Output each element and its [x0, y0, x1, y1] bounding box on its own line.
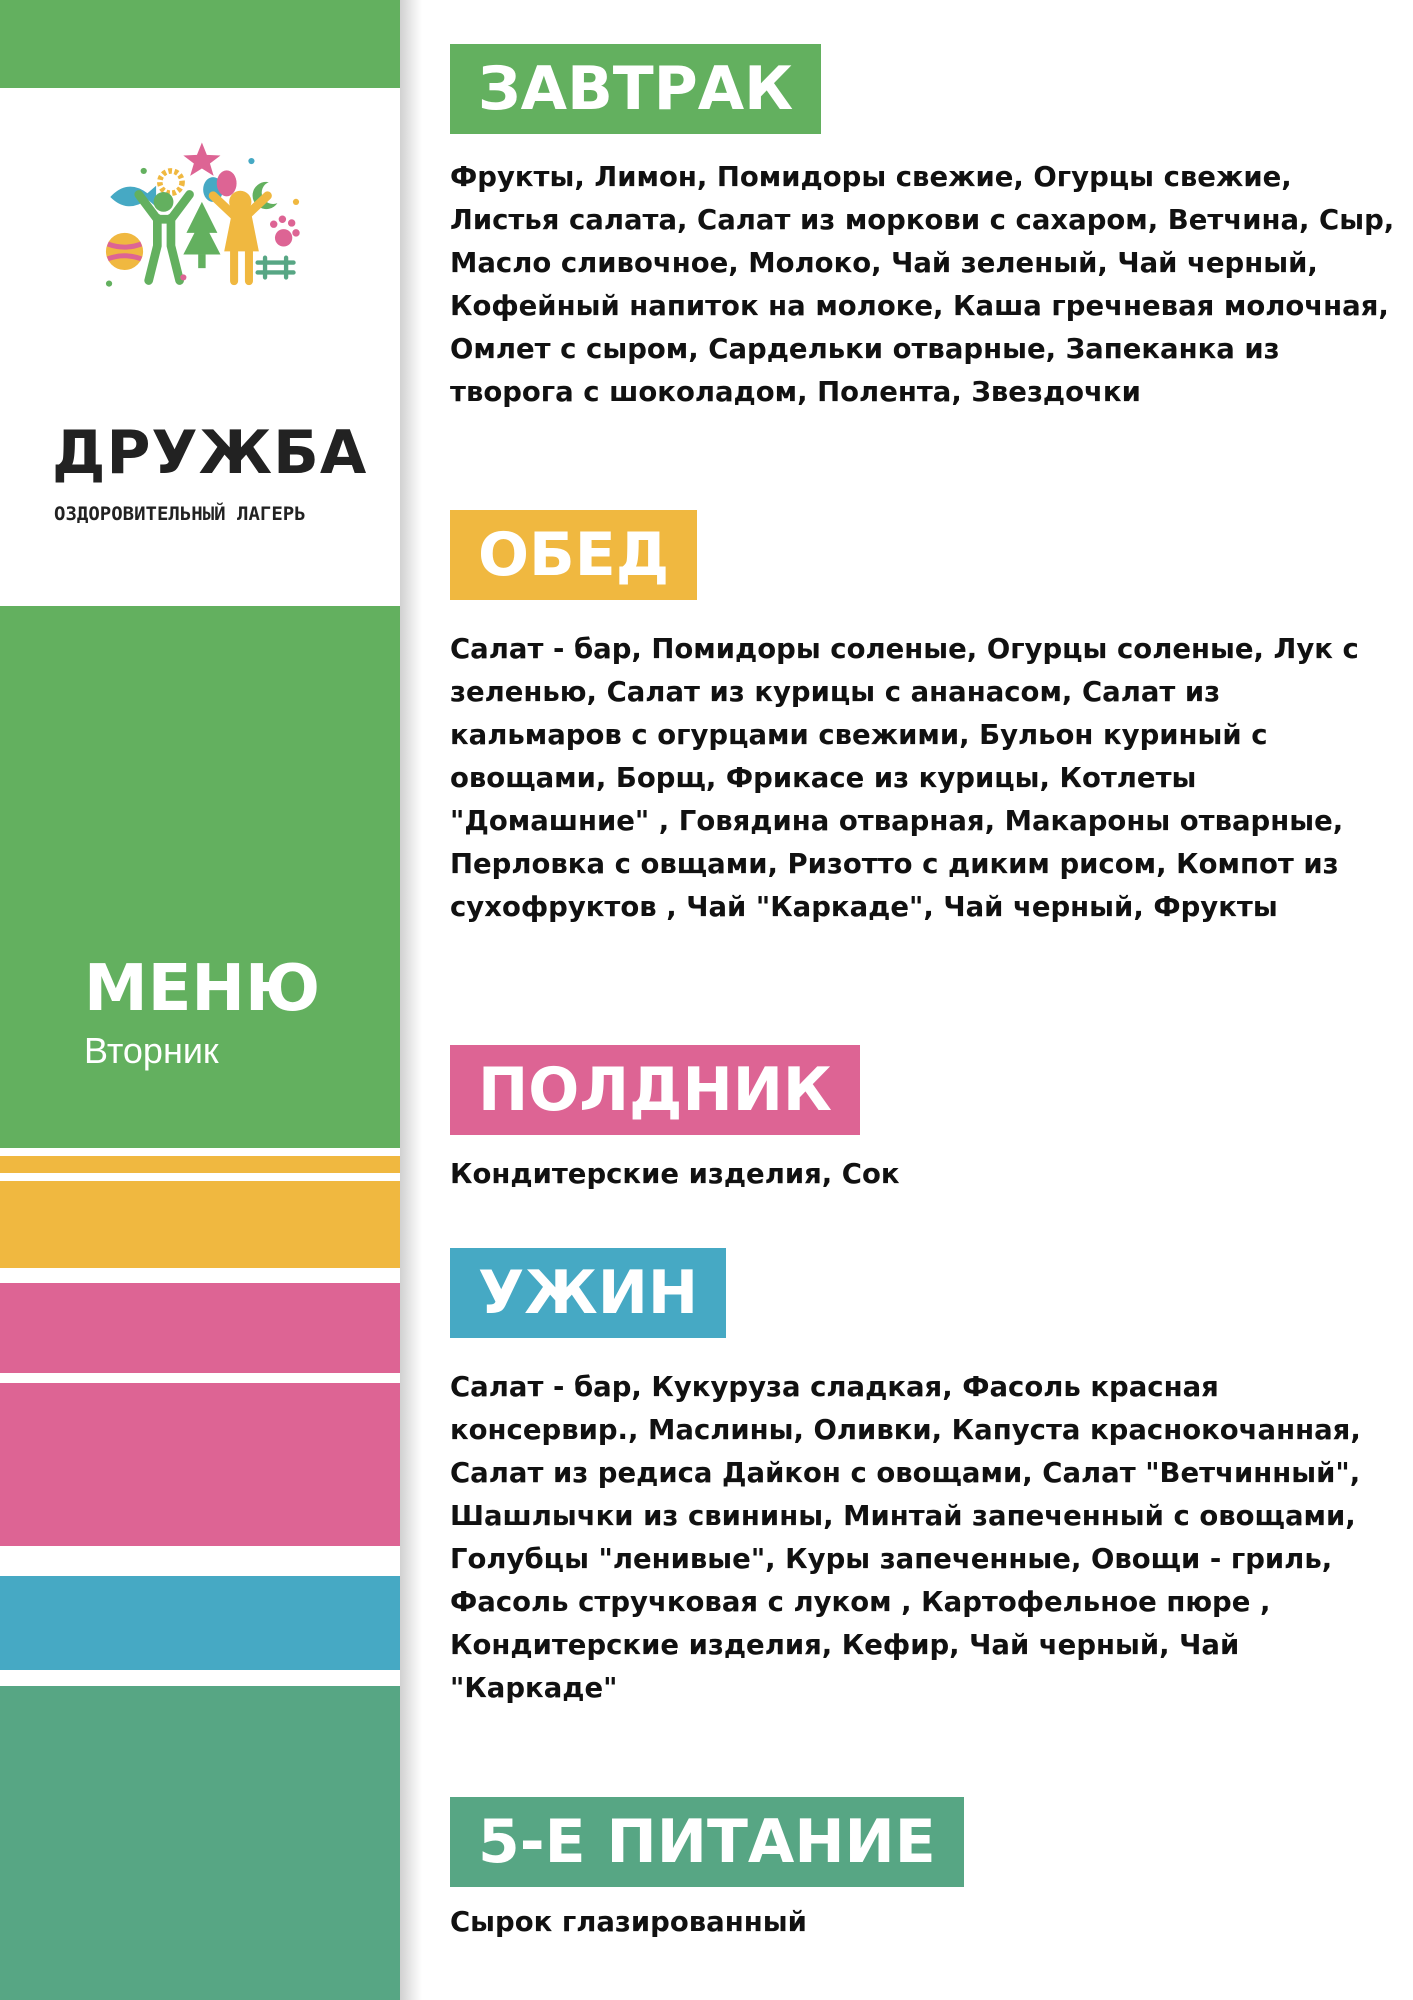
lunch-heading: ОБЕД — [450, 510, 697, 600]
section-fifth-meal — [450, 1797, 1400, 1944]
fifth-meal-items: Сырок глазированный — [450, 1906, 807, 1938]
section-snack — [450, 1045, 1400, 1196]
sidebar-shadow — [400, 0, 422, 2000]
yellow-stripe-thin — [0, 1156, 400, 1173]
breakfast-heading: ЗАВТРАК — [450, 44, 821, 134]
lunch-items: Салат - бар, Помидоры соленые, Огурцы соленые, Лук с зеленью, Салат из курицы с ананасом, Салат из кальмаров с огурцами свежими, Бульон куриный с овощами, Борщ, Фрикасе из курицы, Котлеты "Домашние" , Говядина отварная, Макароны отварные, Перловка с овщами, Ризотто с диким рисом, Компот из сухофруктов , Чай "Каркаде", Чай черный, Фрукты — [450, 633, 1359, 923]
kids-camp-logo-icon — [40, 140, 370, 400]
logo-subtitle: ОЗДОРОВИТЕЛЬНЫЙ ЛАГЕРЬ — [54, 503, 306, 525]
snack-heading: ПОЛДНИК — [450, 1045, 860, 1135]
ball-icon — [106, 233, 143, 270]
star-icon — [183, 142, 220, 175]
menu-title: МЕНЮ — [84, 952, 321, 1026]
top-green-band — [0, 0, 400, 88]
pink-stripe-wide — [0, 1383, 400, 1546]
balloon-icon — [217, 170, 237, 196]
child-icon — [154, 192, 174, 212]
dinner-heading: УЖИН — [450, 1248, 726, 1338]
gear-icon — [160, 171, 182, 193]
blue-stripe — [0, 1576, 400, 1670]
sidebar — [0, 0, 400, 2000]
tree-icon — [183, 202, 220, 255]
dinner-items: Салат - бар, Кукуруза сладкая, Фасоль красная консервир., Маслины, Оливки, Капуста краснокочанная, Салат из редиса Дайкон с овощами, Салат "Ветчинный", Шашлычки из свинины, Минтай запеченный с овощами, Голубцы "ленивые", Куры запеченные, Овощи - гриль, Фасоль стручковая с луком , Картофельное пюре , Кондитерские изделия, Кефир, Чай черный, Чай "Каркаде" — [450, 1371, 1361, 1704]
paw-icon — [275, 229, 292, 246]
snack-items: Кондитерские изделия, Сок — [450, 1158, 900, 1190]
breakfast-items: Фрукты, Лимон, Помидоры свежие, Огурцы свежие, Листья салата, Салат из моркови с сахаром, Ветчина, Сыр, Масло сливочное, Молоко, Чай зеленый, Чай черный, Кофейный напиток на молоке, Каша гречневая молочная, Омлет с сыром, Сардельки отварные, Запеканка из творога с шоколадом, Полента, Звездочки — [450, 161, 1395, 408]
pink-stripe — [0, 1283, 400, 1373]
section-dinner — [450, 1248, 1400, 1710]
teal-stripe — [0, 1686, 400, 2000]
fifth-meal-heading: 5-Е ПИТАНИЕ — [450, 1797, 964, 1887]
yellow-stripe — [0, 1181, 400, 1268]
logo-wordmark: ДРУЖБА — [52, 418, 368, 488]
section-breakfast — [450, 44, 1400, 414]
section-lunch — [450, 510, 1400, 929]
menu-day: Вторник — [84, 1030, 219, 1071]
cutlery-icon — [258, 258, 294, 278]
